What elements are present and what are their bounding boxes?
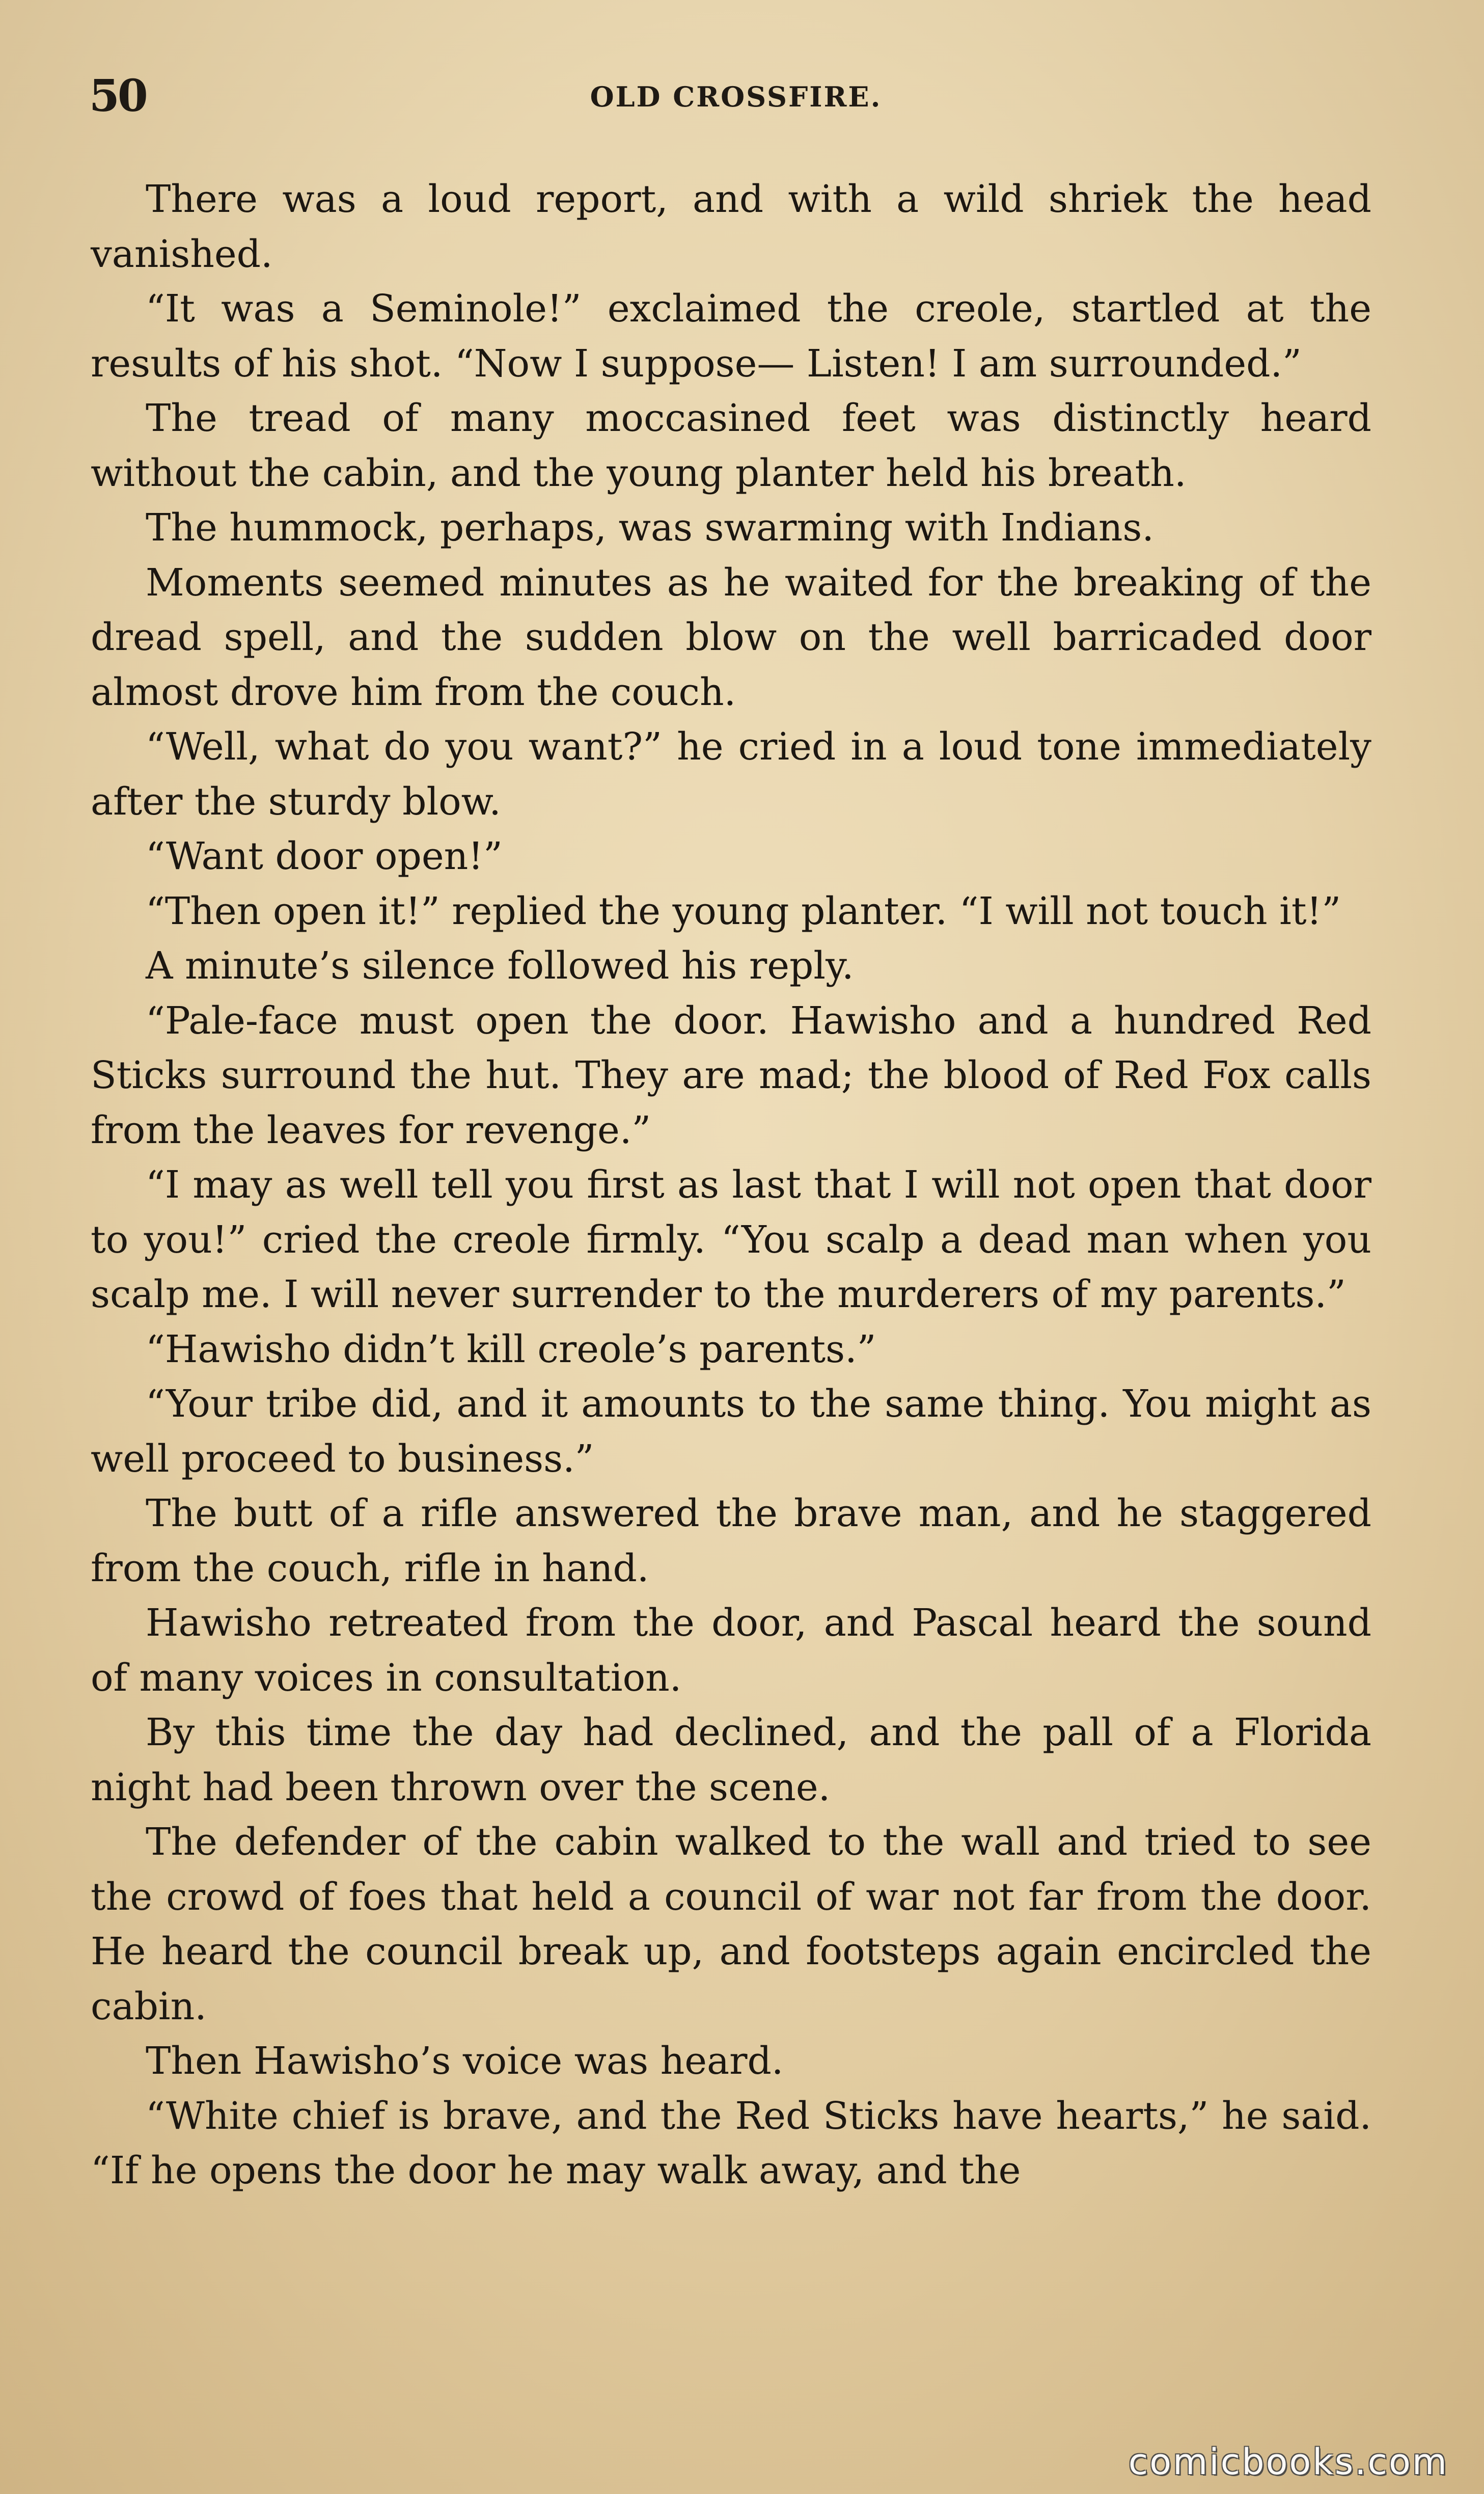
paragraph: “Pale-face must open the door. Hawisho and a hundred Red Sticks surround the hut. They are mad; the blood of Red Fox calls from the leaves for revenge.” (91, 998, 1371, 1152)
body-text (91, 172, 1371, 2199)
paragraph: Moments seemed minutes as he waited for the breaking of the dread spell, and the sudden blow on the well barricaded door almost drove him from the couch. (91, 560, 1371, 714)
paragraph: “Hawisho didn’t kill creole’s parents.” (146, 1327, 876, 1371)
watermark: comicbooks.com (1128, 2441, 1448, 2483)
paragraph: The defender of the cabin walked to the wall and tried to see the crowd of foes that held a council of war not far from the door. He heard the council break up, and footsteps again encircled the cabin. (91, 1820, 1371, 2028)
paragraph: There was a loud report, and with a wild shriek the head vanished. (91, 177, 1371, 276)
paragraph: Hawisho retreated from the door, and Pascal heard the sound of many voices in consultation. (91, 1601, 1371, 1700)
paragraph: “Then open it!” replied the young planter. “I will not touch it!” (146, 889, 1341, 933)
paragraph: “Want door open!” (146, 834, 503, 878)
paragraph: “I may as well tell you first as last that I will not open that door to you!” cried the creole firmly. “You scalp a dead man when you scalp me. I will never surrender to the murderers of my parents.” (91, 1163, 1371, 1316)
paragraph: The hummock, perhaps, was swarming with Indians. (146, 506, 1154, 550)
paragraph: “Well, what do you want?” he cried in a loud tone immediately after the sturdy blow. (91, 725, 1371, 824)
running-head: OLD CROSSFIRE. (590, 80, 882, 113)
paragraph: The butt of a rifle answered the brave man, and he staggered from the couch, rifle in hand. (91, 1492, 1371, 1590)
paragraph: A minute’s silence followed his reply. (146, 944, 854, 988)
page-number: 50 (89, 70, 146, 122)
paragraph: “Your tribe did, and it amounts to the same thing. You might as well proceed to business.” (91, 1382, 1371, 1481)
paragraph: The tread of many moccasined feet was distinctly heard without the cabin, and the young planter held his breath. (91, 396, 1371, 495)
paragraph: “It was a Seminole!” exclaimed the creole, startled at the results of his shot. “Now I suppose— Listen! I am surrounded.” (91, 287, 1371, 386)
paragraph: “White chief is brave, and the Red Sticks have hearts,” he said. “If he opens the door he may walk away, and the (91, 2094, 1371, 2192)
page-header (89, 65, 1383, 121)
paragraph: By this time the day had declined, and the pall of a Florida night had been thrown over the scene. (91, 1711, 1371, 1809)
paragraph: Then Hawisho’s voice was heard. (146, 2039, 784, 2083)
